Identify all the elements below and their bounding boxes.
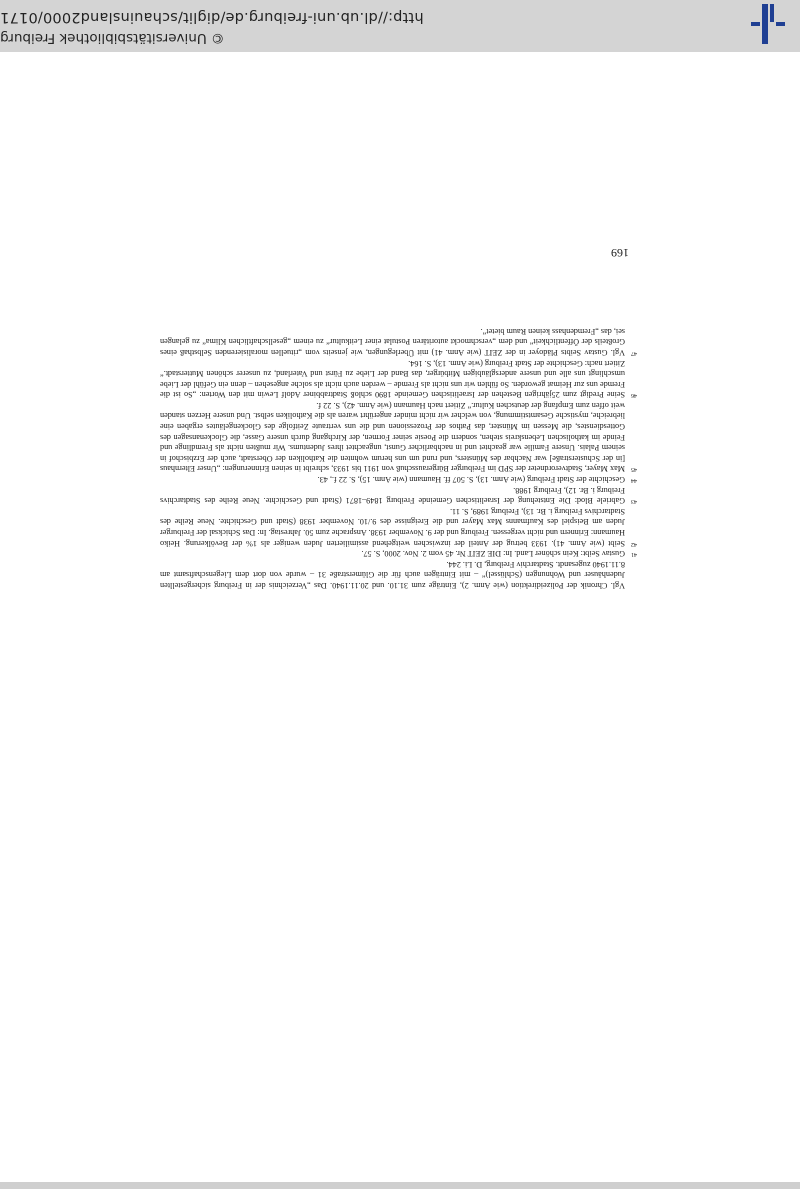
footnote-text: Seibt (wie Anm. 41). 1933 betrug der Anteil der inzwischen weitgehend assimilierten Juden weniger als 1% der Bevölkerung. Heiko Haumann: Erinnern und nicht vergessen. Freiburg und der 9. November 1938. Ansprache zum 50. Jahrestag. In: Das Schicksal der Freiburger Juden am Beispiel des Kaufmanns Max Mayer und die Ereignisse des 9./10. November 1938 (Stadt und Geschichte. Neue Reihe des Stadtarchivs Freiburg i. Br. 13), Freiburg 1989, S. 11. xyxy=(160,506,625,548)
footnote-40-continued xyxy=(160,558,634,590)
viewer-footer xyxy=(0,1182,800,1189)
footnote-number: 46 xyxy=(631,392,637,399)
scanned-page-rotated xyxy=(160,245,637,590)
header-text-rotated xyxy=(0,0,730,52)
footnote-number: 43 xyxy=(631,498,637,505)
footnote xyxy=(160,505,637,548)
footnote xyxy=(160,473,637,485)
footnote-text: Geschichte der Stadt Freiburg (wie Anm. 13), S. 507 ff. Haumann (wie Anm. 15), S. 22 f., 43. xyxy=(317,475,625,485)
footnote-text: Max Mayer, Stadtverordneter der SPD im Freiburger Bürgerausschuß von 1911 bis 1933, schreibt in seinen Erinnerungen: „Unser Elternhaus [in der Schusterstraße] war Nachbar des Münsters, und rund um uns herum wohnten die Katholiken der Oberstadt, auch der Erzbischof in seinem Palais. Unsere Familie war geachtet und in nachbarlicher Gunst, ungeachtet ihres Judentums. Wir mußten nicht als Fremdlinge und Feinde im katholischen Lebenskreis stehen, sondern die Poesie seiner Formen, der Kirchgang durch unsere Gasse, die Glockenansagen des Gottesdienstes, die Messen im Münster, das Pathos der Prozessionen und die uns vertraute Zeitfolge des Glockengeläutes ergaben eine liebreiche, mystische Gesamtstimmung, von welcher wir nicht minder angerührt waren als die Katholiken selbst. Und unsere Herzen standen weit offen zum Empfang der deutschen Kultur.“ Zitiert nach Haumann (wie Anm. 42), S. 22 f. xyxy=(160,400,625,474)
footnote-number: 44 xyxy=(631,477,637,484)
footnotes xyxy=(160,325,637,590)
footnote xyxy=(160,548,637,559)
footnote xyxy=(160,484,637,506)
footnote xyxy=(160,325,637,357)
institution-label: © Universitätsbibliothek Freiburg xyxy=(0,30,225,46)
source-url[interactable]: http://dl.ub.uni-freiburg.de/diglit/schauinsland2000/0171 xyxy=(0,9,424,25)
footnote-text: Vgl. Gustav Seibts Plädoyer in der ZEIT (wie Anm. 41) mit Überlegungen, wie jenseits vom „rituellen moralisierenden Selbsthaß eines Großteils der Öffentlichkeit“ und dem „verschmockt autoritären Postulat einer Leitkultur“ zu einem „gesellschaftlichen Klima“ zu gelangen sei, das „Fremdenhass keinen Raum bietet“. xyxy=(160,326,625,357)
footnote-number: 42 xyxy=(631,540,637,547)
footnote-number: 45 xyxy=(631,466,637,473)
footnote-number: 47 xyxy=(631,349,637,356)
logo-bar-center xyxy=(762,4,768,44)
footnote-text: Vgl. Chronik der Polizeidirektion (wie Anm. 2), Einträge zum 31.10. und 20.11.1940. Das „Verzeichnis der in Freiburg sichergestellten Judenhäuser und Wohnungen (Schlüssel)“ – mit Einträgen auch für die Glümerstraße 31 – wurde von dort dem Liegenschaftsamt am 8.11.1940 zugesandt. Stadtarchiv Freiburg, D. Li. 244. xyxy=(160,559,625,590)
logo-bar-center-2 xyxy=(770,4,774,22)
footnote xyxy=(160,399,637,474)
university-logo xyxy=(748,3,790,45)
footnote-text: Gabriele Blod: Die Entstehung der Israelitischen Gemeinde Freiburg 1849–1871 (Stadt und Geschichte. Neue Reihe des Stadtarchivs Freiburg i. Br. 12), Freiburg 1988. xyxy=(160,485,625,506)
viewer-header xyxy=(0,0,800,52)
logo-bar-left xyxy=(751,22,760,26)
footnote xyxy=(160,357,637,400)
logo-bar-right xyxy=(776,22,785,26)
page-number: 169 xyxy=(611,246,629,260)
footnote-text: Seine Predigt zum 25jährigen Bestehen der Israelitischen Gemeinde 1890 schloß Stadtrabbiner Adolf Lewin mit den Worten: „So ist die Fremde uns zur Heimat geworden. So fühlen wir uns nicht als Fremde – werden auch nicht als solche angesehen – denn ein Gefühl der Liebe umschlingt uns alle und unsere andersgläubigen Mitbürger, das Band der Liebe zu Fürst und Vaterland, zu unserer schönen Mutterstadt.“ Zitiert nach: Geschichte der Stadt Freiburg (wie Anm. 13), S. 164. xyxy=(160,358,625,400)
footnote-number: 41 xyxy=(631,551,637,558)
footnote-text: Gustav Seibt: Kein schöner Land. In: DIE ZEIT Nr. 45 vom 2. Nov. 2000, S. 57. xyxy=(361,549,625,559)
